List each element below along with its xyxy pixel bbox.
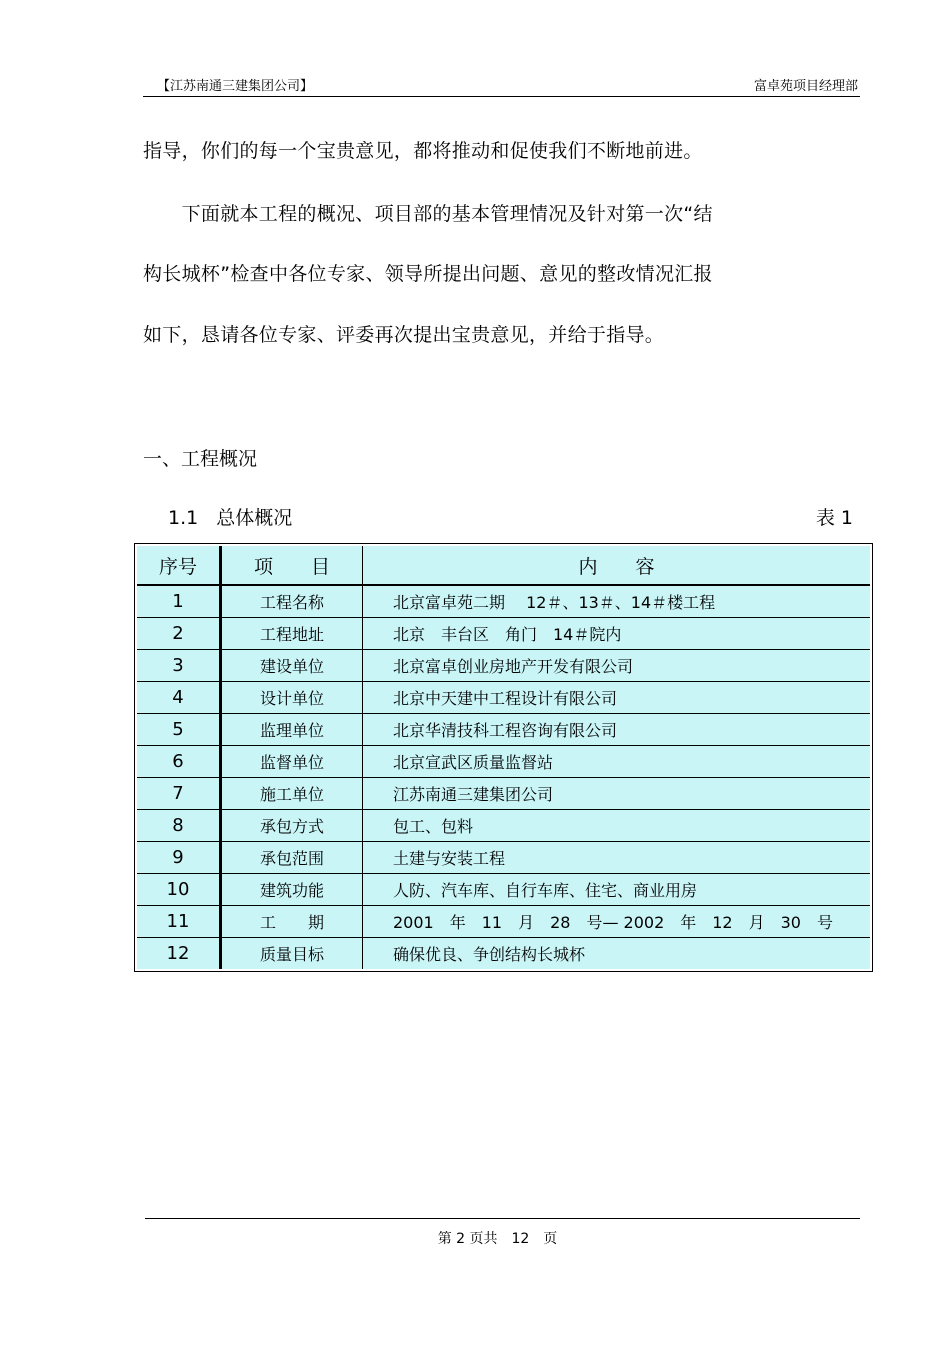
row-index: 1 [137,585,221,618]
row-index: 6 [137,746,221,778]
page-number: 第 2 页共 12 页 [437,1231,558,1247]
header-cell-content: 内 容 [363,546,871,585]
table-row [137,842,870,874]
header-cell-item: 项 目 [221,546,363,585]
row-content: 确保优良、争创结构长城杯 [363,938,871,970]
row-content: 北京 丰台区 角门 14＃院内 [363,618,871,650]
table-row [137,938,870,970]
table-row [137,874,870,906]
row-item: 质量目标 [221,938,363,970]
row-content: 北京富卓创业房地产开发有限公司 [363,650,871,682]
row-content: 包工、包料 [363,810,871,842]
row-index: 2 [137,618,221,650]
body-paragraph-line: 构长城杯”检查中各位专家、领导所提出问题、意见的整改情况汇报 [143,263,713,285]
row-index: 11 [137,906,221,938]
table-row [137,906,870,938]
row-index: 9 [137,842,221,874]
row-item: 工 期 [221,906,363,938]
header-department: 富卓苑项目经理部 [753,79,858,94]
table-row [137,746,870,778]
row-item: 建设单位 [221,650,363,682]
table-row [137,682,870,714]
row-index: 5 [137,714,221,746]
row-content: 土建与安装工程 [363,842,871,874]
header-company: 【江苏南通三建集团公司】 [157,79,314,94]
row-content: 北京富卓苑二期 12＃、13＃、14＃楼工程 [363,585,871,618]
row-item: 设计单位 [221,682,363,714]
body-paragraph-line: 下面就本工程的概况、项目部的基本管理情况及针对第一次“结 [143,203,713,225]
row-content: 江苏南通三建集团公司 [363,778,871,810]
row-item: 承包范围 [221,842,363,874]
table-header-row [137,546,870,585]
table-row [137,618,870,650]
row-index: 8 [137,810,221,842]
body-paragraph-line: 指导，你们的每一个宝贵意见，都将推动和促使我们不断地前进。 [143,140,703,162]
row-item: 监理单位 [221,714,363,746]
row-content: 北京中天建中工程设计有限公司 [363,682,871,714]
row-index: 3 [137,650,221,682]
row-content: 人防、汽车库、自行车库、住宅、商业用房 [363,874,871,906]
section-heading: 一、工程概况 [143,448,258,470]
row-item: 承包方式 [221,810,363,842]
row-index: 10 [137,874,221,906]
header-cell-index: 序号 [137,546,221,585]
footer-divider [145,1218,860,1219]
row-index: 7 [137,778,221,810]
row-content: 北京宣武区质量监督站 [363,746,871,778]
table-row [137,778,870,810]
table-label: 表 1 [815,507,853,529]
overview-table [134,543,873,972]
table-row [137,650,870,682]
subsection-heading [168,503,292,530]
table-row [137,585,870,618]
row-content: 北京华清技科工程咨询有限公司 [363,714,871,746]
row-item: 建筑功能 [221,874,363,906]
row-item: 工程地址 [221,618,363,650]
row-index: 12 [137,938,221,970]
row-content: 2001 年 11 月 28 号— 2002 年 12 月 30 号 [363,906,871,938]
row-item: 施工单位 [221,778,363,810]
body-paragraph-line: 如下，恳请各位专家、评委再次提出宝贵意见，并给于指导。 [143,324,665,346]
row-index: 4 [137,682,221,714]
table-row [137,810,870,842]
header-divider [143,96,860,97]
subsection-number: 1.1 [168,507,199,529]
row-item: 监督单位 [221,746,363,778]
subsection-title: 总体概况 [216,507,293,529]
row-item: 工程名称 [221,585,363,618]
table-row [137,714,870,746]
